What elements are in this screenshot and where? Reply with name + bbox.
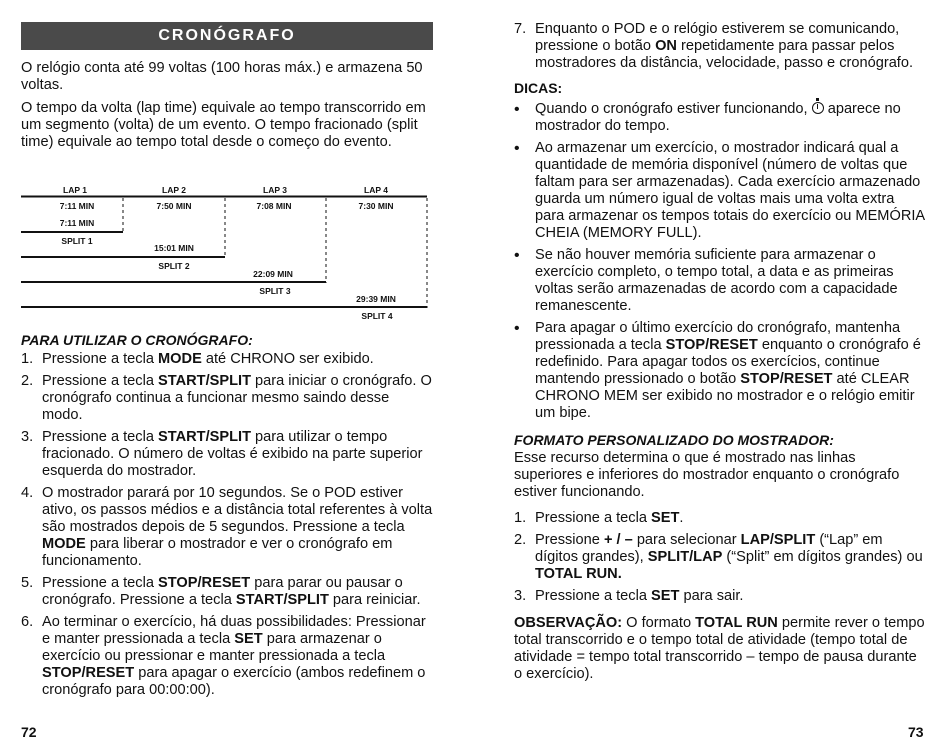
intro-paragraph-2: O tempo da volta (lap time) equivale ao tempo transcorrido em um segmento (volta) de um evento. O tempo fracionado (split time) equivale ao tempo total desde o começo do evento.	[21, 100, 426, 150]
text-run: permite rever o tempo total transcorrido e o tempo total de atividade (tempo total de atividade = tempo total transcorrido – tempo de pausa durante o exercício).	[514, 615, 925, 682]
page-number-right: 73	[908, 724, 924, 740]
usage-steps	[21, 351, 433, 704]
text-run: para liberar o mostrador e ver o cronógrafo em funcionamento.	[42, 536, 393, 569]
key-name: SET	[651, 510, 680, 526]
text-run: para parar ou pausar o cronógrafo. Pressione a tecla	[42, 575, 403, 608]
lap-label-3: LAP 3	[263, 185, 287, 195]
lap-time-1-repeat: 7:11 MIN	[59, 218, 95, 228]
lap-time-2: 7:50 MIN	[156, 201, 192, 211]
text-run: enquanto o cronógrafo é redefinido. Para apagar todos os exercícios, continue mantendo pressionado o botão	[535, 337, 921, 387]
key-name: TOTAL RUN	[695, 615, 778, 631]
text-run: até CLEAR CHRONO MEM ser exibido no mostrador e o relógio emitir um bipe.	[535, 371, 915, 421]
split-label-1: SPLIT 1	[61, 236, 93, 246]
step-7	[514, 21, 926, 77]
tips-heading: DICAS:	[514, 80, 563, 96]
split-time-2: 15:01 MIN	[154, 243, 194, 253]
tip-item	[514, 247, 926, 315]
usage-step	[21, 373, 433, 424]
key-name: MODE	[158, 351, 202, 367]
key-name: SET	[651, 588, 680, 604]
text-run: Se não houver memória suficiente para armazenar o exercício completo, o tempo total, a data e as primeiras voltas serão armazenadas de acordo com a capacidade remanescente.	[535, 247, 898, 314]
stopwatch-icon	[812, 102, 824, 114]
text-run: para armazenar o exercício ou pressionar e manter pressionada a tecla	[42, 631, 386, 664]
usage-step	[21, 575, 433, 609]
text-run: Pressione a tecla	[535, 510, 652, 526]
text-run: Pressione a tecla	[42, 351, 159, 367]
bullet: •	[514, 247, 520, 264]
key-name: START/SPLIT	[158, 373, 251, 389]
text-run: para iniciar o cronógrafo. O cronógrafo continua a funcionar mesmo saindo desse modo.	[42, 373, 432, 423]
page-number-left: 72	[21, 724, 37, 740]
text-run: Pressione a tecla	[42, 429, 159, 445]
lap-time-1: 7:11 MIN	[59, 201, 95, 211]
lap-split-diagram	[21, 183, 433, 325]
format-step	[514, 510, 926, 527]
step-number: 7.	[514, 21, 527, 37]
usage-step	[21, 351, 433, 368]
usage-step	[514, 21, 926, 72]
split-time-3: 22:09 MIN	[253, 269, 293, 279]
tip-item	[514, 320, 926, 422]
text-run: Para apagar o último exercício do cronógrafo, mantenha pressionada a tecla	[535, 320, 901, 353]
split-label-3: SPLIT 3	[259, 286, 291, 296]
format-paragraph: Esse recurso determina o que é mostrado nas linhas superiores e inferiores do mostrador enquanto o cronógrafo estiver funcionando.	[514, 450, 900, 500]
bullet: •	[514, 320, 520, 337]
text-run: para reiniciar.	[328, 592, 421, 608]
text-run: até CHRONO ser exibido.	[201, 351, 374, 367]
text-run: aparece no mostrador do tempo.	[535, 101, 901, 134]
bullet: •	[514, 101, 520, 118]
key-name: STOP/RESET	[740, 371, 833, 387]
text-run: Ao armazenar um exercício, o mostrador indicará qual a quantidade de memória disponível (número de voltas que faltam para ser armazenadas). Cada exercício armazenado guarda um número igual de voltas mais uma volta extra para armazenar os tempos totais do exercício ou MEMÓRIA CHEIA (MEMORY FULL).	[535, 140, 925, 241]
text-run: Pressione a tecla	[42, 373, 159, 389]
key-name: + / –	[603, 532, 633, 548]
text-run: Pressione a tecla	[42, 575, 159, 591]
key-name: STOP/RESET	[42, 665, 135, 681]
key-name: STOP/RESET	[158, 575, 251, 591]
key-name: STOP/RESET	[665, 337, 758, 353]
text-run: para apagar o exercício (ambos redefinem o cronógrafo para 00:00:00).	[42, 665, 426, 698]
format-step	[514, 588, 926, 605]
usage-step	[21, 485, 433, 570]
text-run: Ao terminar o exercício, há duas possibilidades: Pressionar e manter pressionada a tecla	[42, 614, 426, 647]
usage-step	[21, 429, 433, 480]
key-name: ON	[655, 38, 677, 54]
text-run: Pressione a tecla	[535, 588, 652, 604]
split-label-4: SPLIT 4	[361, 311, 393, 321]
step-number: 2.	[21, 373, 34, 389]
text-run: para sair.	[679, 588, 744, 604]
step-number: 1.	[514, 510, 527, 526]
tips-list	[514, 101, 926, 427]
format-steps	[514, 510, 926, 610]
tip-item	[514, 140, 926, 242]
step-number: 1.	[21, 351, 34, 367]
key-name: SET	[234, 631, 263, 647]
key-name: TOTAL RUN.	[535, 566, 622, 582]
step-number: 2.	[514, 532, 527, 548]
text-run: (“Lap” em dígitos grandes),	[535, 532, 883, 565]
usage-heading: PARA UTILIZAR O CRONÓGRAFO:	[21, 332, 253, 348]
text-run: para utilizar o tempo fracionado. O número de voltas é exibido na parte superior esquerda do mostrador.	[42, 429, 423, 479]
text-run: O formato	[622, 615, 696, 631]
format-heading: FORMATO PERSONALIZADO DO MOSTRADOR:	[514, 432, 834, 448]
text-run: Pressione	[535, 532, 604, 548]
split-label-2: SPLIT 2	[158, 261, 190, 271]
key-name: MODE	[42, 536, 86, 552]
step-number: 6.	[21, 614, 34, 630]
key-name: SPLIT/LAP	[647, 549, 723, 565]
intro-paragraph-1: O relógio conta até 99 voltas (100 horas máx.) e armazena 50 voltas.	[21, 60, 423, 93]
step-number: 4.	[21, 485, 34, 501]
text-run: para selecionar	[632, 532, 741, 548]
lap-label-4: LAP 4	[364, 185, 388, 195]
key-name: LAP/SPLIT	[740, 532, 816, 548]
key-name: OBSERVAÇÃO:	[514, 615, 623, 631]
split-time-4: 29:39 MIN	[356, 294, 396, 304]
section-title: CRONÓGRAFO	[21, 22, 433, 50]
note-paragraph	[514, 615, 926, 683]
text-run: .	[679, 510, 684, 526]
key-name: START/SPLIT	[235, 592, 329, 608]
text-run: repetidamente para passar pelos mostradores da distância, velocidade, passo e cronógrafo.	[535, 38, 914, 71]
lap-time-3: 7:08 MIN	[256, 201, 292, 211]
key-name: START/SPLIT	[158, 429, 251, 445]
text-run: Enquanto o POD e o relógio estiverem se comunicando, pressione o botão	[535, 21, 900, 54]
text-run: Quando o cronógrafo estiver funcionando,	[535, 101, 812, 117]
bullet: •	[514, 140, 520, 157]
step-number: 5.	[21, 575, 34, 591]
step-number: 3.	[514, 588, 527, 604]
text-run: (“Split” em dígitos grandes) ou	[722, 549, 923, 565]
step-number: 3.	[21, 429, 34, 445]
tip-item	[514, 101, 926, 135]
lap-label-2: LAP 2	[162, 185, 186, 195]
format-step	[514, 532, 926, 583]
lap-label-1: LAP 1	[63, 185, 87, 195]
usage-step	[21, 614, 433, 699]
lap-time-4: 7:30 MIN	[358, 201, 394, 211]
text-run: O mostrador parará por 10 segundos. Se o POD estiver ativo, os passos médios e a distância total referentes à volta são mostrados depois de 5 segundos. Pressione a tecla	[42, 485, 433, 535]
